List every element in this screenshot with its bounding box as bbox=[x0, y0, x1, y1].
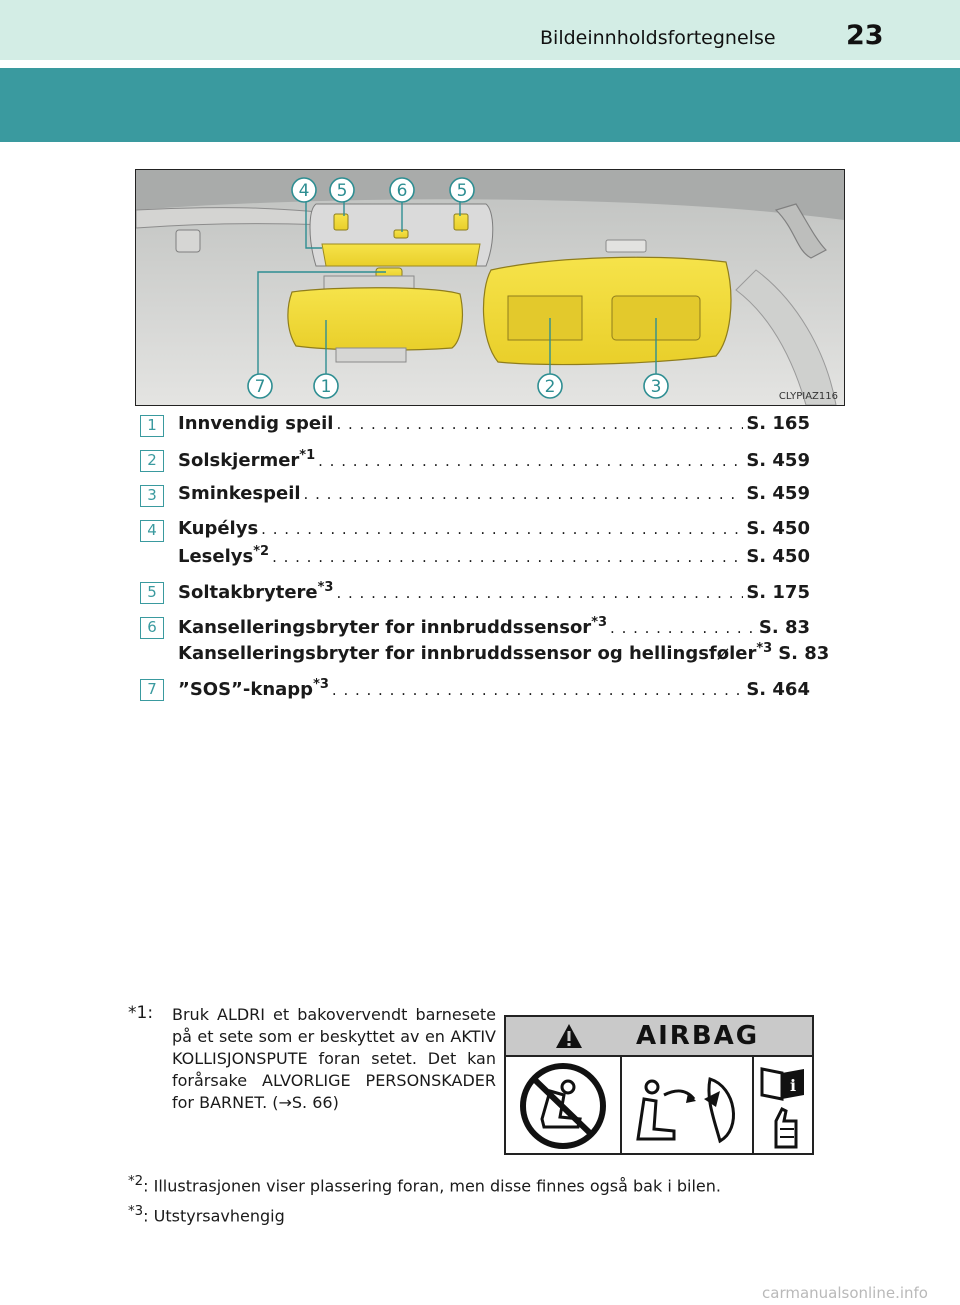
item-label-text: Kanselleringsbryter for innbruddssensor bbox=[178, 617, 592, 638]
dot-leader bbox=[610, 619, 756, 637]
intrusion-sensor-switch bbox=[394, 230, 408, 238]
page-number: 23 bbox=[846, 20, 884, 51]
item-footnote-mark: *3 bbox=[591, 615, 608, 630]
callout-number: 6 bbox=[396, 181, 408, 201]
item-row bbox=[178, 580, 810, 608]
footnote-3 bbox=[128, 1204, 285, 1225]
teal-bar bbox=[0, 68, 960, 142]
label-divider bbox=[620, 1055, 622, 1153]
dome-lamp bbox=[606, 240, 646, 252]
mirror-base bbox=[336, 348, 406, 362]
item-footnote-mark: *1 bbox=[299, 448, 316, 463]
item-label-text: Soltakbrytere bbox=[178, 582, 318, 603]
footnote-2 bbox=[128, 1174, 721, 1195]
item-label-text: Kupélys bbox=[178, 518, 259, 539]
footnote-mark: *3 bbox=[128, 1204, 144, 1219]
list-item bbox=[140, 677, 810, 705]
visor-clip-left bbox=[176, 230, 200, 252]
item-label bbox=[178, 615, 607, 638]
callout-number: 5 bbox=[336, 181, 348, 201]
list-item bbox=[140, 518, 810, 546]
list-item bbox=[140, 413, 810, 441]
item-page-ref[interactable]: S. 450 bbox=[746, 518, 810, 539]
airbag-title: AIRBAG bbox=[636, 1021, 760, 1051]
item-label-text: Solskjermer bbox=[178, 450, 300, 471]
illustration-code: CLYPIAZ116 bbox=[778, 391, 838, 402]
dot-leader bbox=[304, 485, 744, 503]
footnote-mark: *2 bbox=[128, 1174, 144, 1189]
item-number-badge: 6 bbox=[140, 617, 164, 639]
item-footnote-mark: *3 bbox=[756, 641, 773, 656]
read-manual-icon bbox=[756, 1059, 812, 1151]
item-page-ref[interactable]: S. 175 bbox=[746, 582, 810, 603]
item-row bbox=[178, 413, 810, 441]
footnote-mark: *1: bbox=[128, 1003, 154, 1023]
airbag-warning-label bbox=[504, 1015, 814, 1155]
interior-illustration-svg bbox=[136, 170, 844, 405]
footnote-text: Bruk ALDRI et bakovervendt barnesete på et sete som er beskyttet av en AKTIV KOLLISJONSPUTE foran setet. Det kan forårsake ALVORLIGE PERSONSKADER for BARNET. (→S. 66) bbox=[172, 1005, 496, 1112]
item-row bbox=[178, 448, 810, 476]
item-page-ref[interactable]: S. 83 bbox=[778, 643, 830, 664]
item-footnote-mark: *3 bbox=[313, 677, 329, 692]
item-number-badge: 7 bbox=[140, 679, 164, 701]
airbag-label-header bbox=[506, 1017, 812, 1055]
item-number-badge: 4 bbox=[140, 520, 164, 542]
item-label bbox=[178, 580, 333, 603]
callout-number: 5 bbox=[456, 181, 468, 201]
item-label-text: ”SOS”-knapp bbox=[178, 679, 314, 700]
item-page-ref[interactable]: S. 464 bbox=[746, 679, 810, 700]
callout-3 bbox=[644, 374, 668, 398]
list-item-sub bbox=[140, 641, 830, 669]
interior-illustration bbox=[135, 169, 845, 406]
footnote-text: : Utstyrsavhengig bbox=[143, 1206, 285, 1226]
callout-1 bbox=[314, 374, 338, 398]
item-label-text: Sminkespeil bbox=[178, 483, 301, 504]
item-number-badge: 2 bbox=[140, 450, 164, 472]
dot-leader bbox=[272, 548, 743, 566]
callout-5a bbox=[330, 178, 354, 202]
item-row bbox=[178, 518, 810, 546]
rear-view-mirror bbox=[288, 288, 463, 350]
item-page-ref[interactable]: S. 450 bbox=[746, 546, 810, 567]
callout-number: 1 bbox=[320, 377, 332, 397]
header-band bbox=[0, 0, 960, 60]
list-item bbox=[140, 615, 810, 643]
list-item bbox=[140, 483, 810, 511]
item-row bbox=[178, 641, 830, 669]
callout-6 bbox=[390, 178, 414, 202]
item-page-ref[interactable]: S. 459 bbox=[746, 450, 810, 471]
label-divider bbox=[752, 1055, 754, 1153]
item-label bbox=[178, 641, 772, 664]
dot-leader bbox=[318, 452, 743, 470]
item-row bbox=[178, 677, 810, 705]
visor-panel bbox=[508, 296, 582, 340]
dot-leader bbox=[261, 520, 743, 538]
item-footnote-mark: *3 bbox=[317, 580, 334, 595]
item-row bbox=[178, 615, 810, 643]
item-label-text: Leselys bbox=[178, 546, 254, 567]
dot-leader bbox=[332, 681, 743, 699]
callout-number: 3 bbox=[650, 377, 662, 397]
list-item-sub bbox=[140, 544, 810, 572]
item-page-ref[interactable]: S. 83 bbox=[758, 617, 810, 638]
no-rear-facing-seat-icon bbox=[506, 1057, 620, 1155]
callout-number: 7 bbox=[254, 377, 266, 397]
item-page-ref[interactable]: S. 459 bbox=[746, 483, 810, 504]
item-number-badge: 3 bbox=[140, 485, 164, 507]
item-label bbox=[178, 413, 333, 434]
callout-7 bbox=[248, 374, 272, 398]
item-label bbox=[178, 677, 329, 700]
dot-leader bbox=[336, 415, 743, 433]
item-label bbox=[178, 518, 258, 539]
item-label-text: Innvendig speil bbox=[178, 413, 334, 434]
item-row bbox=[178, 544, 810, 572]
sunroof-switch-right bbox=[454, 214, 468, 230]
item-number-badge: 5 bbox=[140, 582, 164, 604]
footnote-text: : Illustrasjonen viser plassering foran, men disse finnes også bak i bilen. bbox=[143, 1176, 721, 1196]
item-number-badge: 1 bbox=[140, 415, 164, 437]
item-label-text: Kanselleringsbryter for innbruddssensor og hellingsføler bbox=[178, 643, 757, 664]
item-label bbox=[178, 448, 315, 471]
callout-2 bbox=[538, 374, 562, 398]
section-title: Bildeinnholdsfortegnelse bbox=[540, 27, 776, 49]
sunroof-switch-left bbox=[334, 214, 348, 230]
callout-4 bbox=[292, 178, 316, 202]
callout-number: 4 bbox=[298, 181, 310, 201]
airbag-deploy-icon bbox=[624, 1059, 750, 1151]
console-lamp-strip bbox=[322, 244, 480, 266]
info-symbol: i bbox=[789, 1076, 797, 1095]
item-row bbox=[178, 483, 810, 511]
item-label bbox=[178, 544, 269, 567]
warning-triangle-icon bbox=[554, 1022, 584, 1050]
list-item bbox=[140, 580, 810, 608]
item-footnote-mark: *2 bbox=[253, 544, 270, 559]
callout-number: 2 bbox=[544, 377, 556, 397]
item-label bbox=[178, 483, 301, 504]
callout-5b bbox=[450, 178, 474, 202]
watermark: carmanualsonline.info bbox=[762, 1284, 928, 1302]
list-item bbox=[140, 448, 810, 476]
dot-leader bbox=[336, 584, 743, 602]
item-page-ref[interactable]: S. 165 bbox=[746, 413, 810, 434]
